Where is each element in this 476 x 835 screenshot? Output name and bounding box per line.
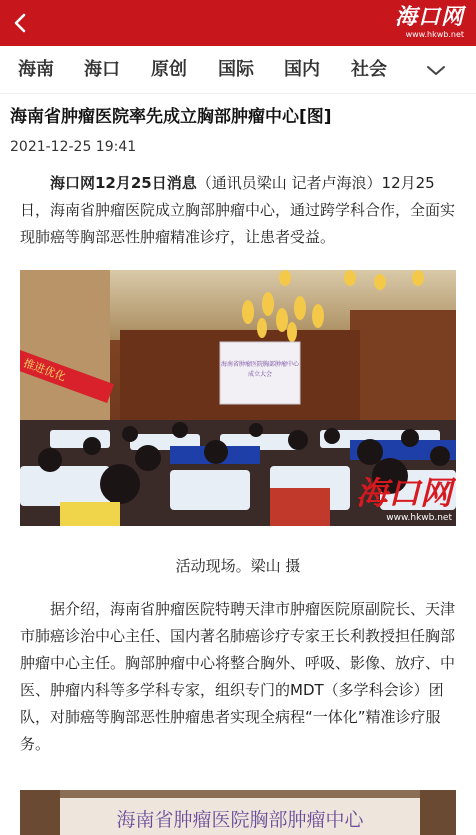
logo-url: www.hkwb.net (405, 30, 464, 39)
channel-nav (0, 46, 476, 94)
article-photo-1[interactable] (20, 270, 456, 526)
top-bar (0, 0, 476, 46)
article-paragraph-2: 据介绍，海南省肿瘤医院特聘天津市肿瘤医院原副院长、天津市肺癌诊治中心主任、国内著名肺癌诊疗专家王长利教授担任胸部肿瘤中心主任。胸部肿瘤中心将整合胸外、呼吸、影像、放疗、中医、肿瘤内科等多学科专家，组织专门的MDT（多学科会诊）团队，对肺癌等胸部恶性肿瘤患者实现全病程“一体化”精准诊疗服务。 (20, 600, 456, 753)
article-paragraph-1-text: （通讯员梁山 记者卢海浪）12月25日，海南省肿瘤医院成立胸部肿瘤中心，通过跨学科合作，全面实现肺癌等胸部恶性肿瘤精准诊疗，让患者受益。 (20, 174, 456, 246)
screen-text-title: 海南省肿瘤医院胸部肿瘤中心 (220, 361, 300, 368)
chevron-left-icon (6, 8, 36, 38)
photo-caption: 活动现场。梁山 摄 (175, 557, 301, 575)
photo-watermark: 海口网 (355, 474, 452, 512)
channel-original[interactable]: 原创 (151, 59, 187, 80)
channel-haikou[interactable]: 海口 (84, 59, 120, 80)
chevron-down-icon (423, 58, 449, 82)
article-paragraph-1 (20, 170, 456, 251)
photo-watermark-url: www.hkwb.net (386, 513, 452, 523)
banner-text: 推进优化 (21, 356, 68, 384)
article-title: 海南省肿瘤医院率先成立胸部肿瘤中心[图] (10, 107, 332, 127)
photo-2-banner-text: 海南省肿瘤医院胸部肿瘤中心 (116, 809, 364, 831)
logo-text: 海口网 (394, 4, 464, 30)
site-logo[interactable] (395, 4, 464, 42)
channel-domestic[interactable]: 国内 (284, 59, 320, 80)
channel-expand-button[interactable] (423, 58, 449, 82)
event-photo-2-illustration (20, 790, 456, 835)
channel-hainan[interactable]: 海南 (18, 59, 54, 80)
article-time: 2021-12-25 19:41 (10, 139, 137, 155)
screen-text-subtitle: 成立大会 (247, 371, 273, 378)
channel-society[interactable]: 社会 (351, 59, 387, 80)
article-lead: 海口网12月25日消息 (50, 174, 197, 192)
article-photo-2[interactable] (20, 790, 456, 835)
event-photo-illustration (20, 270, 456, 526)
back-button[interactable] (6, 8, 36, 38)
channel-international[interactable]: 国际 (218, 59, 254, 80)
